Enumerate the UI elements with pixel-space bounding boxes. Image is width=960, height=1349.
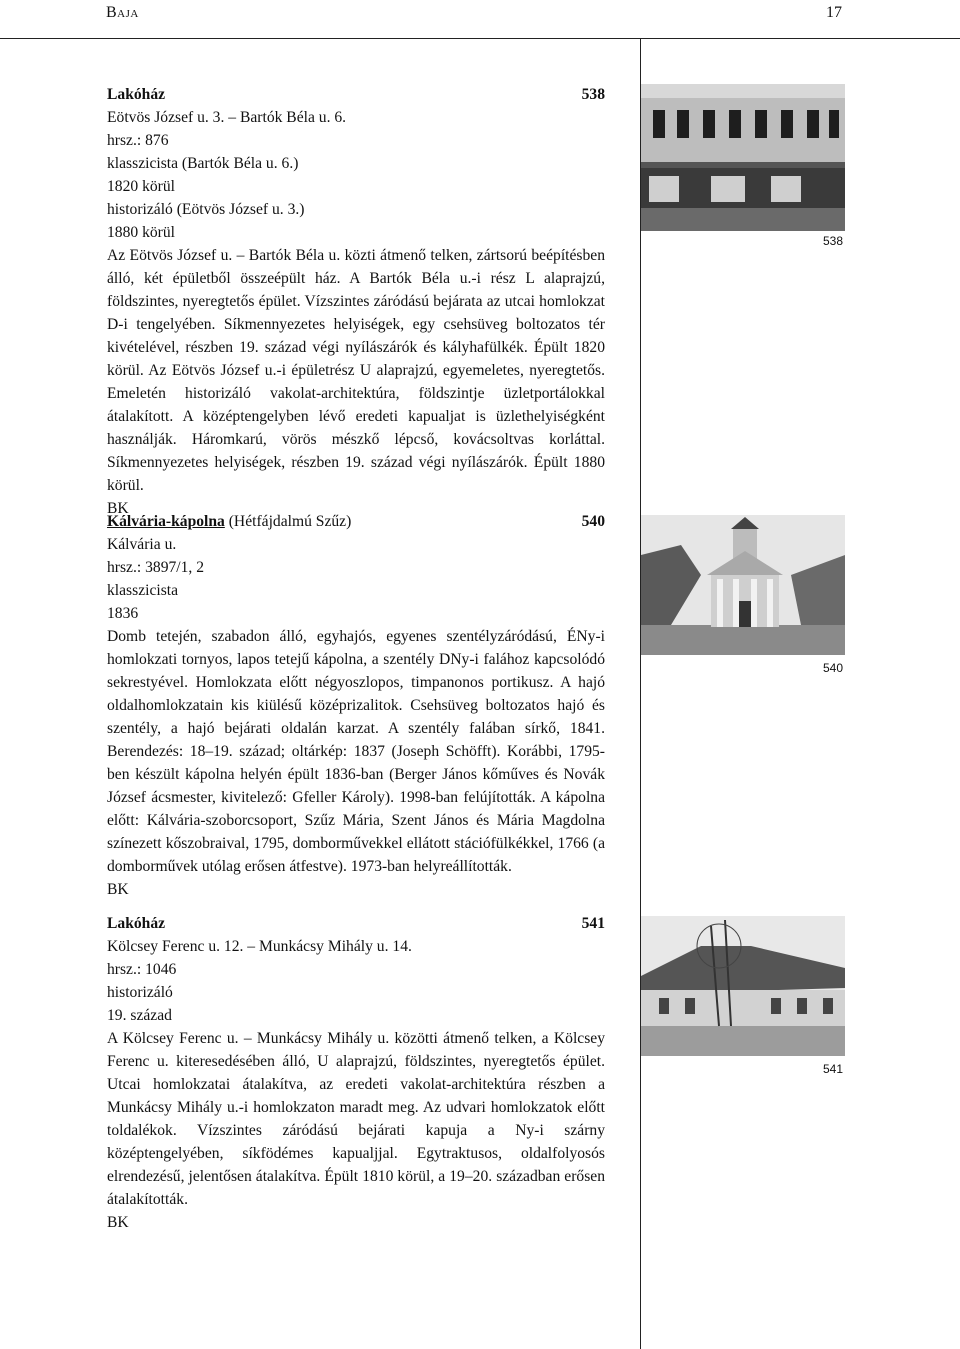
style-line: klasszicista (Bartók Béla u. 6.) [107, 155, 299, 172]
author-initials: BK [107, 500, 129, 517]
entry-number: 541 [581, 915, 605, 932]
photo-540-chapel [641, 515, 845, 655]
entry-title: Lakóház [107, 86, 166, 103]
entry-title-row [107, 912, 605, 935]
entry-title-row [107, 83, 605, 106]
date-line: 1836 [107, 605, 139, 622]
entry-subtitle: (Hétfájdalmú Szűz) [224, 513, 352, 530]
header-rule [0, 38, 960, 39]
photo-caption-541: 541 [823, 1062, 844, 1076]
entry-number: 538 [581, 86, 605, 103]
style-line: historizáló [107, 984, 173, 1001]
entry-description: Az Eötvös József u. – Bartók Béla u. közti átmenő telken, zártsorú beépítésben álló, két épületből összeépült ház. A Bartók Béla u.-i rész L alaprajzú, földszintes, nyeregtetős épület. Vízszintes záródású bejárata az utcai homlokzat D-i tengelyében. Síkmennyezetes helyiségek, egy csehsüveg boltozatos tér kivételével, részben 19. század végi nyílászárók és kályhafülkék. Épült 1820 körül. Az Eötvös József u.-i épületrész U alaprajzú, egyemeletes, nyeregtetős. Emeletén historizáló vakolat-architektúra, földszintje üzletportálokkal átalakított. A középtengelyben lévő eredeti kapualjat is üzlethelyiségként használják. Háromkarú, vörös mészkő lépcső, kovácsoltvas korláttal. Síkmennyezetes helyiségek, részben 19. század végi nyílászárók. Épült 1880 körül. [107, 247, 605, 494]
photo-538-townhouse [641, 84, 845, 231]
entry-description: Domb tetején, szabadon álló, egyhajós, egyenes szentélyzáródású, ÉNy-i homlokzati tornyos, lapos tetejű kápolna, a szentély DNy-i falához kapcsolódó sekrestyével. Homlokzata előtt négyoszlopos, timpanonos portikusz. A hajó oldalhomlokzatain kis kiülésű középrizalitok. Csehsüveg boltozatos hajó és szentély, a hajó bejárati oldalán karzat. A szentély falában sírkő, 1841. Berendezés: 18–19. század; oltárkép: 1837 (Joseph Schöfft). Korábbi, 1795-ben készült kápolna helyén épült 1836-ban (Berger János kőműves és Novák József ácsmester, kivitelező: Gfeller Károly). 1998-ban felújították. A kápolna előtt: Kálvária-szoborcsoport, Szűz Mária, Szent János és Mária Magdolna színezett kőszobraival, 1795, domborművekkel ellátott stációfülkékkel, 1766 (a domborművek utólag erősen átfestve). 1973-ban helyreállították. [107, 628, 605, 875]
photo-caption-540: 540 [823, 661, 844, 675]
photo-column-divider [640, 38, 641, 1349]
page-number: 17 [826, 4, 842, 21]
address-line: Kölcsey Ferenc u. 12. – Munkácsy Mihály u. 14. [107, 938, 412, 955]
entry-description: A Kölcsey Ferenc u. – Munkácsy Mihály u. közötti átmenő telken, a Kölcsey Ferenc u. kiteresedésében álló, U alaprajzú, földszintes, nyeregtetős épület. Utcai homlokzatai átalakítva, az eredeti vakolat-architektúra részben a Munkácsy Mihály u.-i homlokzaton maradt meg. Az udvari homlokzatok előtt toldalékok. Vízszintes záródású bejárati kapuja a Ny-i szárny középtengelyében, síkfödémes kapualjjal. Egytraktusos, oldalfolyosós elrendezésű, jelentősen átalakítva. Épült 1810 körül, a 19–20. században erősen átalakították. [107, 1030, 605, 1208]
entry-title: Kálvária-kápolna [107, 513, 225, 530]
style-line: klasszicista [107, 582, 179, 599]
author-initials: BK [107, 1214, 129, 1231]
entry-538 [107, 83, 605, 520]
entry-number: 540 [581, 513, 605, 530]
entry-541 [107, 912, 605, 1234]
address-line: Kálvária u. [107, 536, 177, 553]
date-line: 19. század [107, 1007, 172, 1024]
address-line: Eötvös József u. 3. – Bartók Béla u. 6. [107, 109, 347, 126]
entry-title: Lakóház [107, 915, 166, 932]
photo-caption-538: 538 [823, 234, 844, 248]
date-line: 1820 körül [107, 178, 176, 195]
entry-540 [107, 510, 605, 901]
author-initials: BK [107, 881, 129, 898]
running-header-section: Baja [106, 4, 139, 21]
parcel-line: hrsz.: 3897/1, 2 [107, 559, 205, 576]
parcel-line: hrsz.: 876 [107, 132, 169, 149]
entry-title-row [107, 510, 605, 533]
photo-541-house [641, 916, 845, 1056]
parcel-line: hrsz.: 1046 [107, 961, 177, 978]
style-line: historizáló (Eötvös József u. 3.) [107, 201, 305, 218]
date-line: 1880 körül [107, 224, 176, 241]
